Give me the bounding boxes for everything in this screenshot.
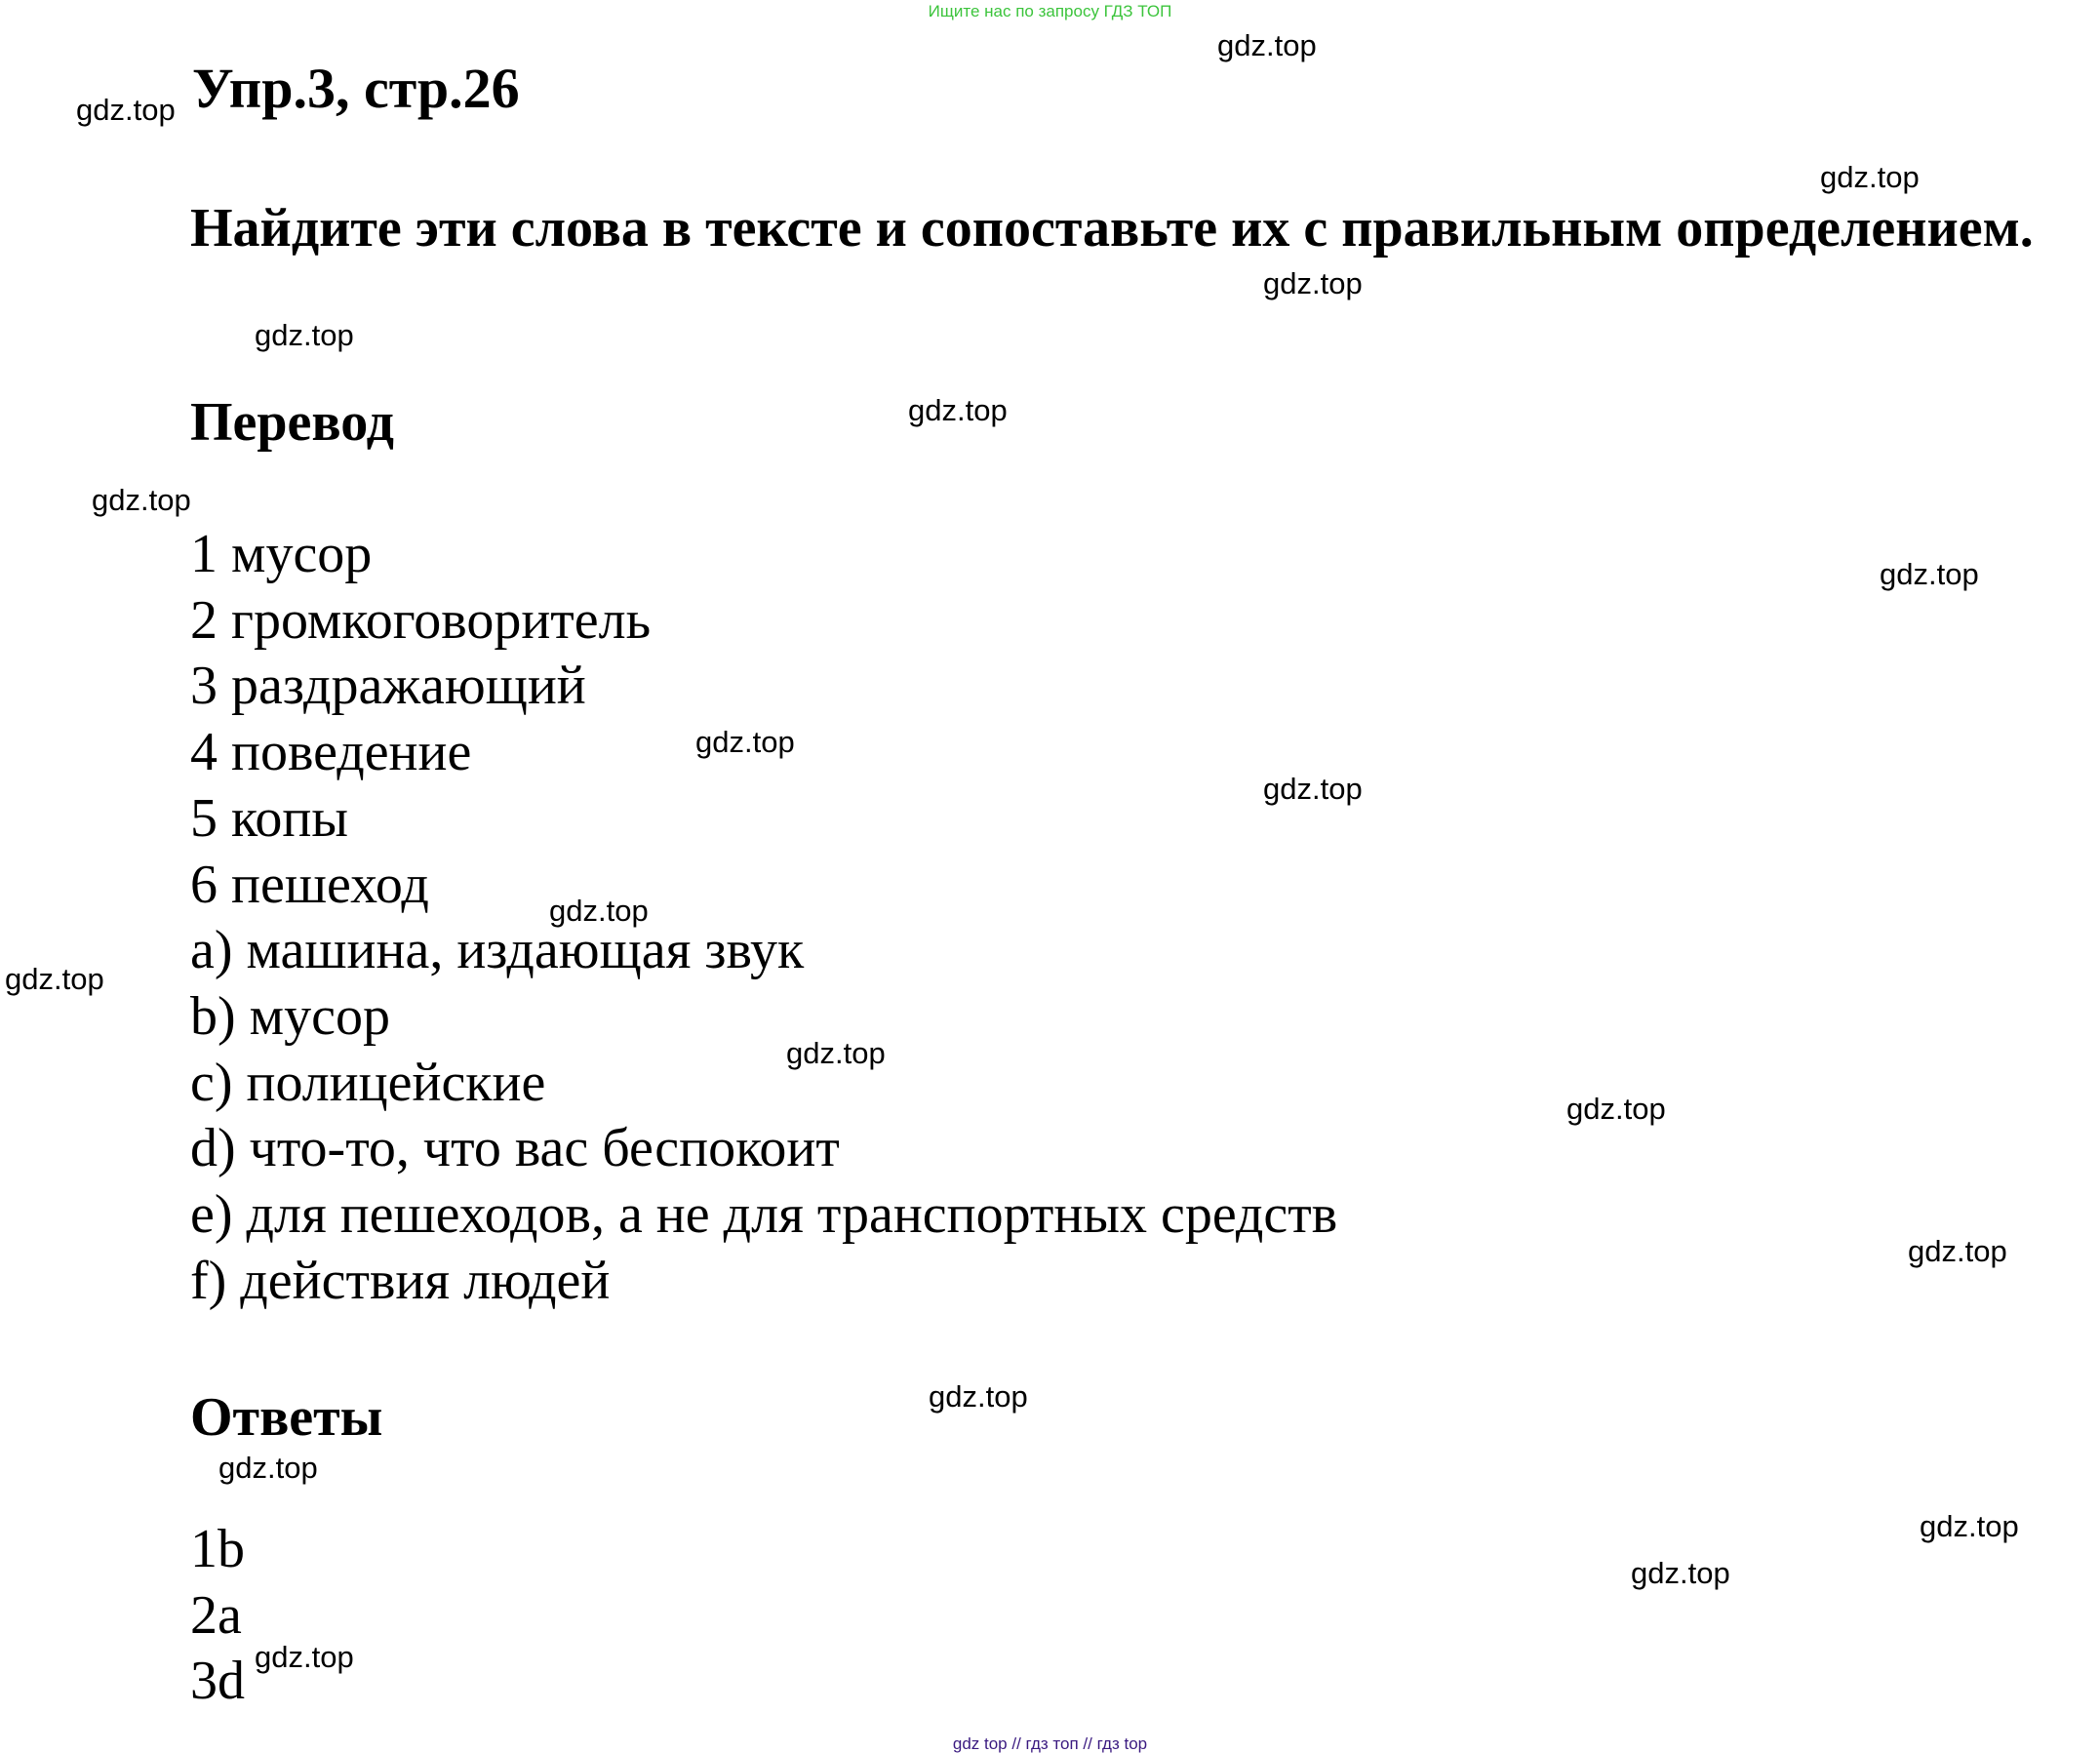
watermark: gdz.top: [1820, 160, 1920, 194]
answers-list: [190, 1517, 245, 1715]
list-item: d) что-то, что вас беспокоит: [190, 1118, 840, 1179]
watermark: gdz.top: [549, 894, 649, 928]
watermark: gdz.top: [1920, 1509, 2019, 1543]
watermark: gdz.top: [1880, 557, 1979, 591]
list-item: c) полицейские: [190, 1052, 546, 1113]
watermark: gdz.top: [908, 393, 1008, 427]
list-item: 3 раздражающий: [190, 656, 586, 717]
answer-item: 2a: [190, 1584, 242, 1646]
translation-heading: Перевод: [190, 392, 394, 453]
watermark: gdz.top: [1263, 266, 1363, 300]
watermark: gdz.top: [5, 962, 104, 996]
answer-item: 3d: [190, 1651, 245, 1712]
answers-heading: Ответы: [190, 1387, 383, 1448]
list-item: 4 поведение: [190, 722, 472, 783]
watermark: gdz.top: [218, 1451, 318, 1485]
list-item: 2 громкоговоритель: [190, 589, 652, 651]
list-item: 5 копы: [190, 787, 348, 849]
list-item: 6 пешеход: [190, 854, 429, 915]
watermark: gdz.top: [1263, 772, 1363, 806]
watermark: gdz.top: [1908, 1234, 2007, 1268]
watermark: gdz.top: [786, 1036, 886, 1070]
footer-link[interactable]: // гдз top: [1079, 1734, 1147, 1753]
exercise-title: Упр.3, стр.26: [192, 57, 520, 120]
list-item: f) действия людей: [190, 1250, 611, 1311]
footer-link[interactable]: gdz top: [952, 1734, 1008, 1753]
watermark: gdz.top: [695, 725, 795, 759]
watermark: gdz.top: [92, 483, 191, 517]
watermark: gdz.top: [255, 318, 354, 352]
list-item: e) для пешеходов, а не для транспортных средств: [190, 1184, 1338, 1246]
translation-list: [190, 522, 1337, 1314]
watermark: gdz.top: [1631, 1556, 1730, 1590]
answer-item: 1b: [190, 1519, 245, 1579]
top-banner[interactable]: Ищите нас по запросу ГДЗ ТОП: [928, 2, 1172, 20]
footer-links: [0, 1735, 2100, 1752]
watermark: gdz.top: [255, 1640, 354, 1674]
watermark: gdz.top: [1566, 1092, 1666, 1126]
list-item: 1 мусор: [190, 524, 373, 584]
footer-link[interactable]: // гдз топ: [1008, 1734, 1079, 1753]
list-item: b) мусор: [190, 985, 390, 1047]
list-item: a) машина, издающая звук: [190, 920, 805, 981]
watermark: gdz.top: [929, 1379, 1028, 1414]
watermark: gdz.top: [76, 93, 176, 127]
watermark: gdz.top: [1217, 28, 1317, 62]
task-text: Найдите эти слова в тексте и сопоставьте их с правильным определением.: [190, 198, 2034, 259]
